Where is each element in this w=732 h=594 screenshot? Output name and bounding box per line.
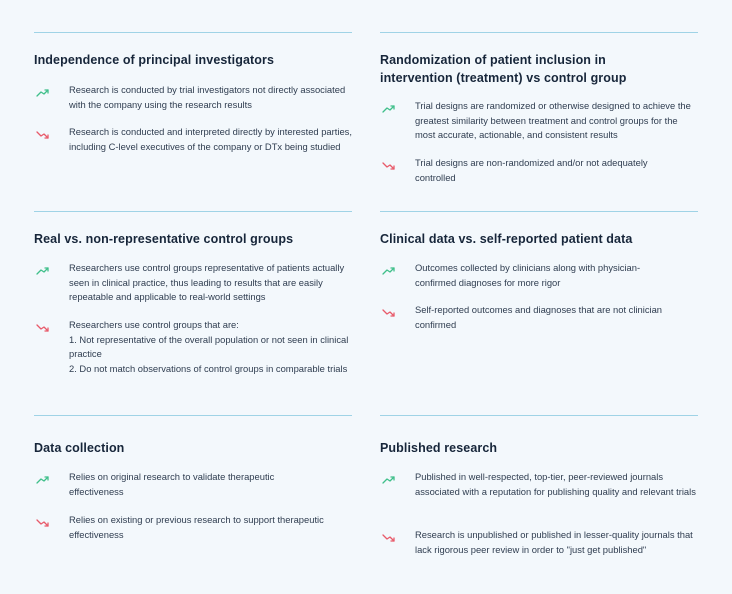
trend-up-icon [382, 101, 396, 111]
item-text: Research is unpublished or published in lesser-quality journals that lack rigorous peer review in order to "just get published" [415, 529, 693, 555]
card-title: Clinical data vs. self-reported patient data [380, 232, 633, 246]
item-line: Researchers use control groups that are: [69, 319, 239, 330]
divider [34, 415, 352, 416]
card-data-collection [34, 415, 352, 540]
item-text: Trial designs are non-randomized and/or not adequately controlled [415, 157, 648, 183]
card-control-groups [34, 211, 352, 374]
trend-up-icon [36, 85, 50, 95]
item-text: Self-reported outcomes and diagnoses that are not clinician confirmed [415, 304, 663, 330]
trend-down-icon [36, 127, 50, 137]
card-randomization [380, 32, 698, 183]
item-text: Research is conducted and interpreted directly by interested parties, including C-level executives of the company or DTx being studied [69, 126, 352, 152]
divider [380, 415, 698, 416]
trend-down-icon [382, 530, 396, 540]
card-independence [34, 32, 352, 152]
item-text: Researchers use control groups representative of patients actually seen in clinical practice, thus leading to results that are easily repeatable and applicable to real-world settings [69, 262, 345, 302]
item-text: Relies on existing or previous research to support therapeutic effectiveness [69, 514, 324, 540]
trend-down-icon [382, 305, 396, 315]
card-title: Real vs. non-representative control groups [34, 232, 294, 246]
trend-up-icon [36, 472, 50, 482]
trend-down-icon [36, 515, 50, 525]
item-text: Relies on original research to validate therapeutic effectiveness [69, 471, 275, 497]
item-line: 1. Not representative of the overall population or not seen in clinical practice [69, 333, 349, 359]
item-text: Outcomes collected by clinicians along with physician-confirmed diagnoses for more rigor [415, 262, 641, 288]
item-text: Research is conducted by trial investigators not directly associated with the company using the research results [69, 84, 346, 110]
card-clinical-data [380, 211, 698, 330]
card-title: Independence of principal investigators [34, 53, 275, 67]
trend-up-icon [382, 472, 396, 482]
item-text [69, 318, 352, 376]
trend-up-icon [36, 263, 50, 273]
card-published-research [380, 415, 698, 555]
trend-up-icon [382, 263, 396, 273]
item-text: Trial designs are randomized or otherwise designed to achieve the greatest similarity between treatment and control groups for the most accurate, actionable, and consistent results [415, 100, 691, 140]
divider [380, 211, 698, 212]
card-title: Randomization of patient inclusion in intervention (treatment) vs control group [380, 53, 627, 85]
item-text: Published in well-respected, top-tier, peer-reviewed journals associated with a reputation for publishing quality and relevant trials [415, 471, 696, 497]
card-title: Data collection [34, 441, 125, 455]
trend-down-icon [36, 320, 50, 330]
divider [34, 32, 352, 33]
trend-down-icon [382, 158, 396, 168]
divider [380, 32, 698, 33]
card-title: Published research [380, 441, 498, 455]
item-line: 2. Do not match observations of control groups in comparable trials [69, 362, 348, 374]
divider [34, 211, 352, 212]
